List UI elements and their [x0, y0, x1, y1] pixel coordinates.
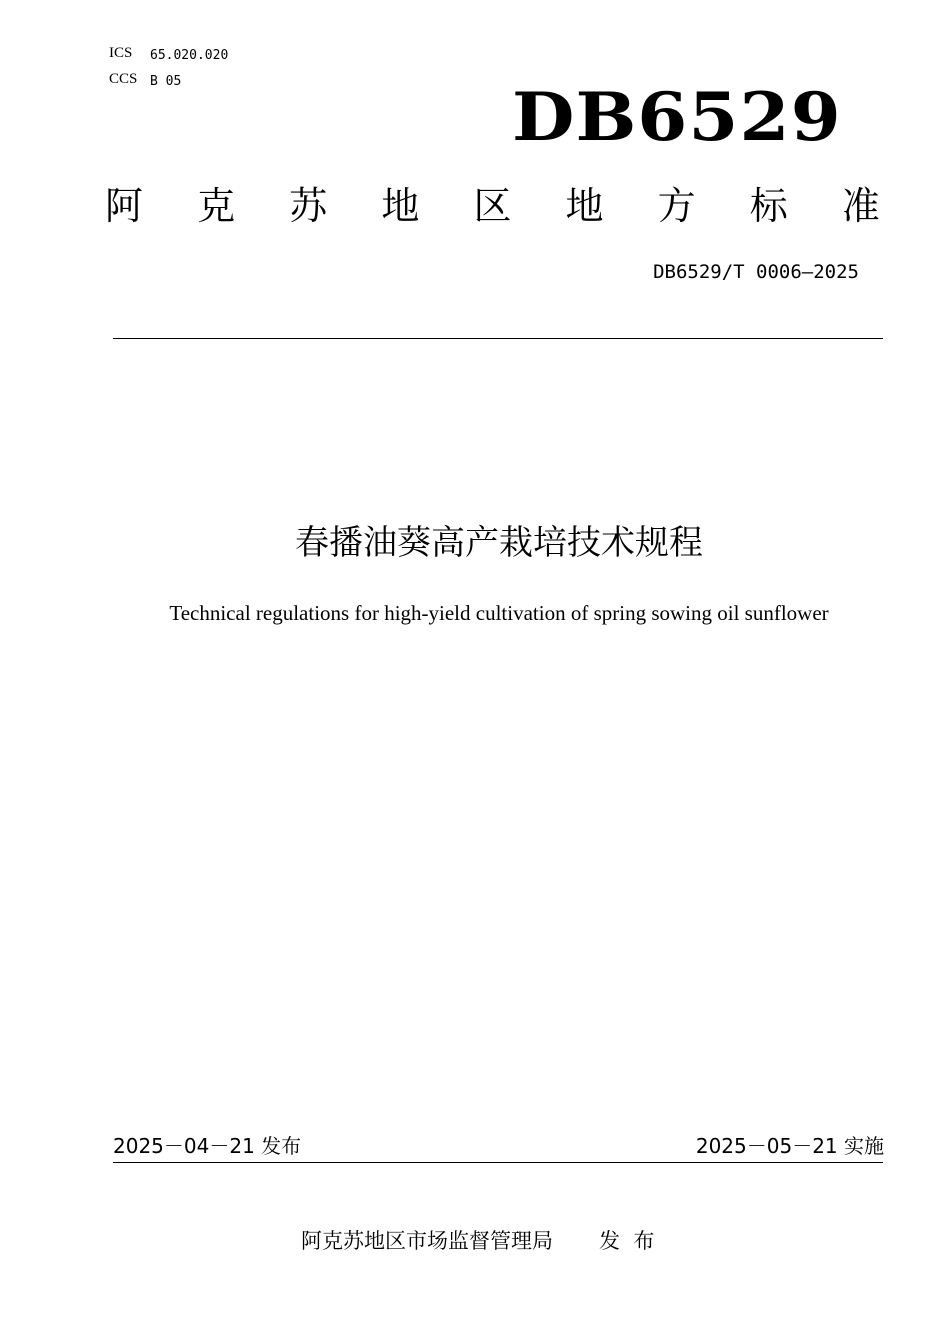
standard-type-char: 地 [565, 184, 604, 228]
document-title-en: Technical regulations for high-yield cultivation of spring sowing oil sunflower [169, 601, 829, 625]
standard-type-char: 阿 [105, 184, 144, 228]
document-title-cn: 春播油葵高产栽培技术规程 [295, 523, 703, 563]
ics-value: 65.020.020 [150, 48, 229, 63]
issuer-line [301, 1226, 654, 1256]
standard-type-char: 方 [657, 184, 696, 228]
db-logo: DB6529 [512, 77, 842, 156]
effective-date: 2025－05－21 实施 [695, 1134, 884, 1158]
issue-date: 2025－04－21 发布 [113, 1134, 302, 1158]
standard-type-char: 克 [197, 184, 236, 228]
issuer-name: 阿克苏地区市场监督管理局 [301, 1229, 553, 1253]
standard-code: DB6529/T 0006—2025 [653, 261, 859, 283]
standard-type-char: 地 [381, 184, 420, 228]
standard-type-char: 区 [473, 184, 512, 228]
bottom-divider [113, 1162, 883, 1163]
ccs-label: CCS [109, 71, 138, 87]
top-divider [113, 338, 883, 339]
ics-label: ICS [109, 45, 133, 61]
ccs-value: B 05 [150, 74, 182, 89]
standard-type-char: 苏 [289, 184, 328, 228]
standard-type-char: 标 [749, 184, 788, 228]
standard-type-char: 准 [841, 184, 880, 228]
issuer-suffix: 发 布 [599, 1229, 655, 1253]
standard-type-heading [105, 182, 880, 230]
